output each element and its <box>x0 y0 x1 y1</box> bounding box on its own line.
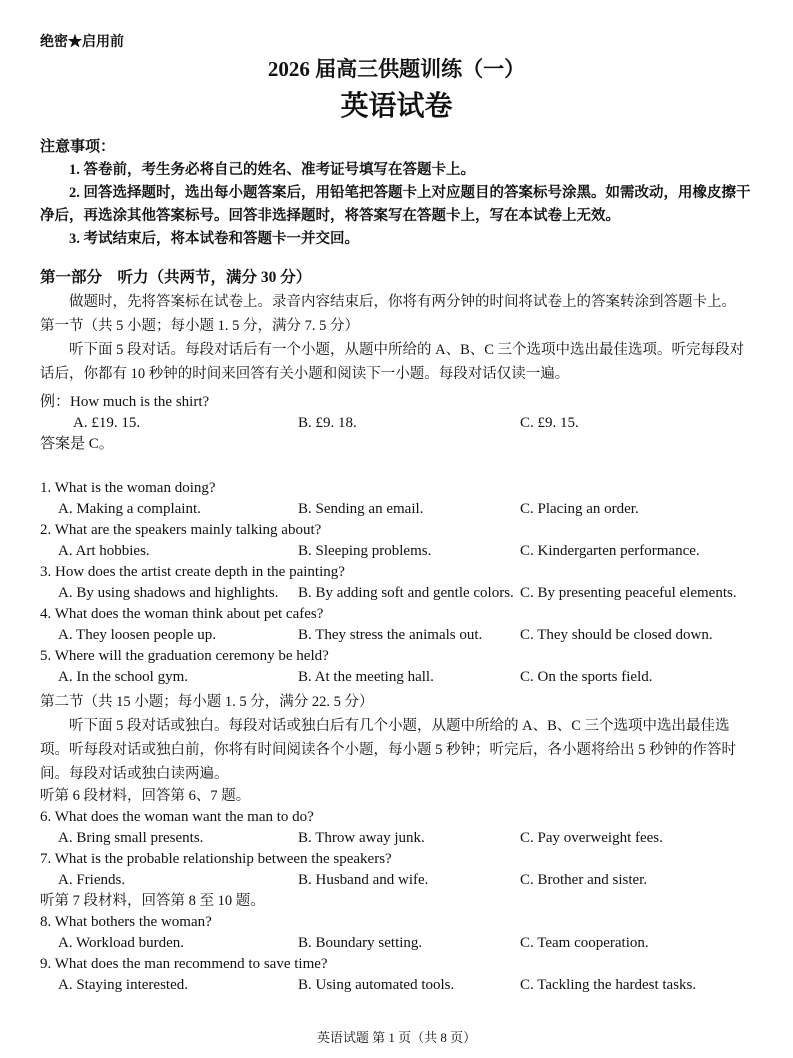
question-options <box>40 541 753 562</box>
option-b: B. At the meeting hall. <box>298 669 434 685</box>
question-options <box>40 667 753 688</box>
option-c: C. Kindergarten performance. <box>520 543 700 559</box>
option-c: C. Brother and sister. <box>520 872 648 888</box>
option-a: A. Staying interested. <box>58 977 188 993</box>
option-c: C. Team cooperation. <box>520 935 649 951</box>
notice-item-1: 1. 答卷前，考生务必将自己的姓名、准考证号填写在答题卡上。 <box>69 162 475 178</box>
option-a: A. Friends. <box>58 872 126 888</box>
option-b: B. Throw away junk. <box>298 830 425 846</box>
notice-heading: 注意事项： <box>40 139 116 155</box>
question-options <box>40 499 753 520</box>
question-stem: 3. How does the artist create depth in the painting? <box>40 564 345 580</box>
option-c: C. Pay overweight fees. <box>520 830 663 846</box>
question-2 <box>40 520 753 562</box>
section1-questions <box>40 478 753 688</box>
question-5 <box>40 646 753 688</box>
example-answer-note: 答案是 C。 <box>40 436 114 452</box>
question-stem: 7. What is the probable relationship between the speakers? <box>40 851 392 867</box>
option-c: C. Tackling the hardest tasks. <box>520 977 697 993</box>
question-1 <box>40 478 753 520</box>
question-7 <box>40 849 753 891</box>
option-b: B. Boundary setting. <box>298 935 423 951</box>
option-a: A. £19. 15. <box>73 415 141 431</box>
question-stem: 4. What does the woman think about pet cafes? <box>40 606 324 622</box>
example-question <box>40 392 753 455</box>
question-options <box>40 625 753 646</box>
option-c: C. On the sports field. <box>520 669 653 685</box>
question-options <box>40 975 753 996</box>
exam-title: 2026 届高三供题训练（一） <box>267 57 526 81</box>
question-8 <box>40 912 753 954</box>
question-stem: 5. Where will the graduation ceremony be held? <box>40 648 329 664</box>
material-7-note: 听第 7 段材料，回答第 8 至 10 题。 <box>40 893 265 909</box>
question-6 <box>40 807 753 849</box>
question-stem: 8. What bothers the woman? <box>40 914 212 930</box>
section2 <box>40 690 753 996</box>
notice-section <box>40 136 753 251</box>
option-b: B. Using automated tools. <box>298 977 455 993</box>
question-options <box>40 933 753 954</box>
option-b: B. Sending an email. <box>298 501 424 517</box>
option-a: A. Making a complaint. <box>58 501 201 517</box>
option-b: B. £9. 18. <box>298 415 357 431</box>
question-stem: 2. What are the speakers mainly talking about? <box>40 522 322 538</box>
question-stem: 9. What does the man recommend to save time? <box>40 956 328 972</box>
option-c: C. Placing an order. <box>520 501 639 517</box>
option-a: A. They loosen people up. <box>58 627 217 643</box>
part1-heading: 第一部分 听力（共两节，满分 30 分） <box>40 269 312 286</box>
option-b: B. They stress the animals out. <box>298 627 483 643</box>
notice-item-3: 3. 考试结束后，将本试卷和答题卡一并交回。 <box>69 231 359 247</box>
option-b: B. Husband and wife. <box>298 872 429 888</box>
example-options <box>40 413 753 434</box>
option-b: B. Sleeping problems. <box>298 543 432 559</box>
question-options <box>40 583 753 604</box>
material-6-note: 听第 6 段材料，回答第 6、7 题。 <box>40 788 251 804</box>
option-a: A. By using shadows and highlights. <box>58 585 279 601</box>
section1-instructions: 听下面 5 段对话。每段对话后有一个小题，从题中所给的 A、B、C 三个选项中选出最佳选项。听完每段对话后，你都有 10 秒钟的时间来回答有关小题和阅读下一小题。每段对话仅读一遍。 <box>40 342 745 382</box>
question-3 <box>40 562 753 604</box>
option-c: C. They should be closed down. <box>520 627 713 643</box>
notice-item-2: 2. 回答选择题时，选出每小题答案后，用铅笔把答题卡上对应题目的答案标号涂黑。如需改动，用橡皮擦干净后，再选涂其他答案标号。回答非选择题时，将答案写在答题卡上，写在本试卷上无效。 <box>40 185 751 224</box>
option-a: A. In the school gym. <box>58 669 188 685</box>
exam-subtitle: 英语试卷 <box>340 91 453 122</box>
question-stem: 6. What does the woman want the man to do? <box>40 809 314 825</box>
option-a: A. Art hobbies. <box>58 543 150 559</box>
page-footer: 英语试题 第 1 页（共 8 页） <box>316 1030 477 1045</box>
option-c: C. £9. 15. <box>520 415 579 431</box>
secrecy-label: 绝密★启用前 <box>40 35 124 50</box>
section2-heading: 第二节（共 15 小题；每小题 1. 5 分，满分 22. 5 分） <box>40 694 374 710</box>
question-4 <box>40 604 753 646</box>
part1-intro: 做题时，先将答案标在试卷上。录音内容结束后，你将有两分钟的时间将试卷上的答案转涂到答题卡上。 <box>69 294 736 310</box>
section1-heading: 第一节（共 5 小题；每小题 1. 5 分，满分 7. 5 分） <box>40 318 359 334</box>
question-9 <box>40 954 753 996</box>
option-a: A. Bring small presents. <box>58 830 204 846</box>
example-stem: 例：How much is the shirt? <box>40 394 210 410</box>
option-b: B. By adding soft and gentle colors. <box>298 585 514 601</box>
section2-instructions: 听下面 5 段对话或独白。每段对话或独白后有几个小题，从题中所给的 A、B、C 三个选项中选出最佳选项。听每段对话或独白前，你将有时间阅读各个小题，每小题 5 秒钟；听完后，各小题将给出 5 秒钟的作答时间。每段对话或独白读两遍。 <box>40 718 736 782</box>
question-options <box>40 870 753 891</box>
option-a: A. Workload burden. <box>58 935 184 951</box>
option-c: C. By presenting peaceful elements. <box>520 585 737 601</box>
part1-listening <box>40 266 753 996</box>
question-stem: 1. What is the woman doing? <box>40 480 216 496</box>
question-options <box>40 828 753 849</box>
